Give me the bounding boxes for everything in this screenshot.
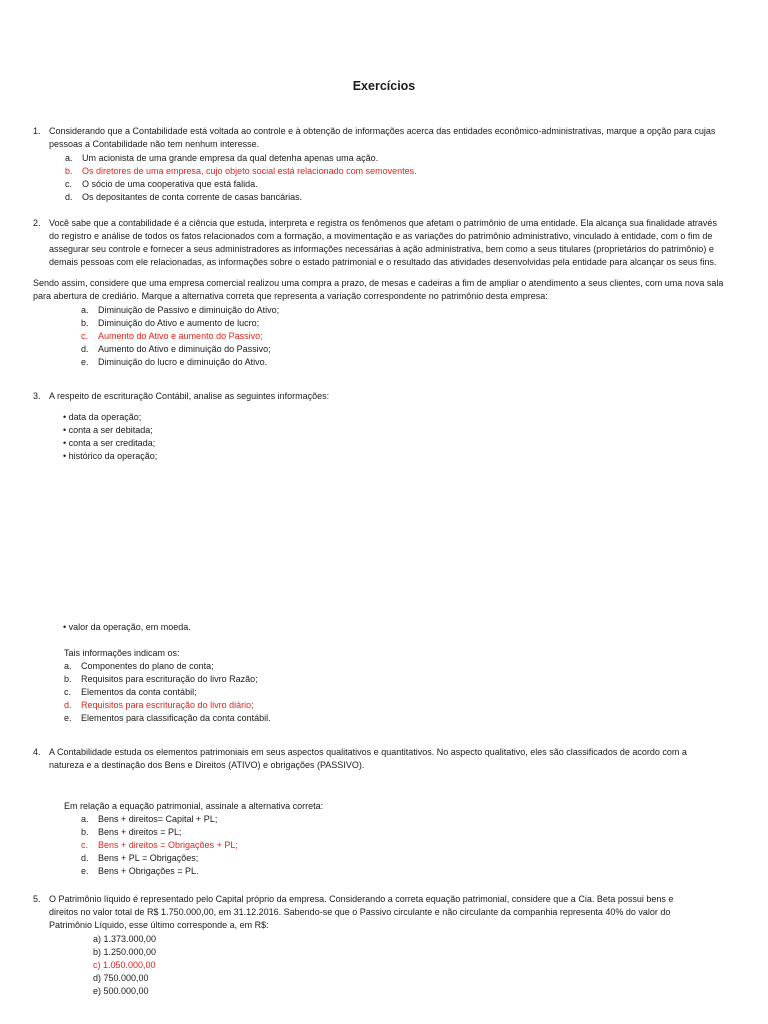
question-number: 5. <box>33 894 41 904</box>
option-e: e) 500.000,00 <box>93 986 149 996</box>
option-b: b) 1.250.000,00 <box>93 947 157 957</box>
question-2-context <box>33 277 723 303</box>
question-3-options <box>64 660 271 725</box>
question-text: A respeito de escrituração Contábil, analise as seguintes informações: <box>49 391 330 401</box>
option-c-correct: c) 1.050.000,00 <box>93 960 156 970</box>
question-text: Você sabe que a contabilidade é a ciência que estuda, interpreta e registra os fenômenos que afetam o patrimônio de uma entidade. Ela alcança sua finalidade através <box>49 218 717 228</box>
question-text: A Contabilidade estuda os elementos patrimoniais em seus aspectos qualitativos e quantitativos. No aspecto qualitativo, eles são classificados de acordo com a <box>49 747 687 757</box>
question-2 <box>33 217 717 269</box>
question-4-context <box>64 800 323 813</box>
context-text: Em relação a equação patrimonial, assinale a alternativa correta: <box>64 801 324 811</box>
question-number: 1. <box>33 126 41 136</box>
question-text: assegurar seu controle e fornecer a seus administradores as informações necessárias à ação administrativa, bem como a seus titulares (proprietários do patrimônio) e <box>49 244 714 254</box>
question-text: do registro e análise de todos os fatos relacionados com a formação, a movimentação e as variações do patrimônio administrativo, vinculado à entidade, com o fim de <box>49 231 713 241</box>
option-e: e. Bens + Obrigações = PL. <box>81 866 199 876</box>
question-text: Considerando que a Contabilidade está voltada ao controle e à obtenção de informações acerca das entidades econômico-administrativas, marque a opção para cujas <box>49 126 716 136</box>
bullet-item: • conta a ser debitada; <box>63 425 153 435</box>
question-3-bullets <box>63 411 157 463</box>
option-d: d. Os depositantes de conta corrente de casas bancárias. <box>65 192 303 202</box>
question-text: Patrimônio Líquido, esse último corresponde a, em R$: <box>49 920 269 930</box>
option-c: c. Elementos da conta contábil; <box>64 687 197 697</box>
option-c-correct: c. Bens + direitos = Obrigações + PL; <box>81 840 238 850</box>
question-text: direitos no valor total de R$ 1.750.000,00, em 31.12.2016. Sabendo-se que o Passivo circulante e não circulante da companhia representa 40% do valor do <box>49 907 671 917</box>
question-4 <box>33 746 687 772</box>
question-text: demais pessoas com ele relacionadas, as informações sobre o estado patrimonial e o resultado das atividades desenvolvidas pela entidade para alcançar os seus fins. <box>49 257 717 267</box>
question-2-options <box>81 304 279 369</box>
option-b: b. Requisitos para escrituração do livro Razão; <box>64 674 258 684</box>
bullet-item: • conta a ser creditada; <box>63 438 156 448</box>
question-text: O Patrimônio líquido é representado pelo Capital próprio da empresa. Considerando a correta equação patrimonial, considere que a Cia. Beta possui bens e <box>49 894 674 904</box>
question-number: 4. <box>33 747 41 757</box>
option-a: a) 1.373.000,00 <box>93 934 157 944</box>
context-text: Sendo assim, considere que uma empresa comercial realizou uma compra a prazo, de mesas e cadeiras a fim de ampliar o atendimento a seus clientes, com uma nova sala <box>33 278 724 288</box>
option-b: b. Diminuição do Ativo e aumento de lucro; <box>81 318 260 328</box>
question-number: 2. <box>33 218 41 228</box>
question-5-options <box>93 933 156 998</box>
option-d-correct: d. Requisitos para escrituração do livro diário; <box>64 700 254 710</box>
option-e: e. Diminuição do lucro e diminuição do Ativo. <box>81 357 268 367</box>
question-number: 3. <box>33 391 41 401</box>
option-a: a. Bens + direitos= Capital + PL; <box>81 814 218 824</box>
option-d: d. Aumento do Ativo e diminuição do Passivo; <box>81 344 271 354</box>
question-text: natureza e a destinação dos Bens e Direitos (ATIVO) e obrigações (PASSIVO). <box>49 760 365 770</box>
bullet-item: • data da operação; <box>63 412 142 422</box>
option-d: d. Bens + PL = Obrigações; <box>81 853 199 863</box>
option-c: c. O sócio de uma cooperativa que está falida. <box>65 179 258 189</box>
bullet-item: • valor da operação, em moeda. <box>63 622 191 632</box>
question-5 <box>33 893 673 932</box>
option-b-correct: b. Os diretores de uma empresa, cujo objeto social está relacionado com semoventes. <box>65 166 417 176</box>
option-c-correct: c. Aumento do Ativo e aumento do Passivo; <box>81 331 263 341</box>
question-1-options <box>65 152 417 204</box>
context-text: para abertura de crediário. Marque a alternativa correta que representa a variação correspondente no patrimônio desta empresa: <box>33 291 548 301</box>
question-4-options <box>81 813 238 878</box>
option-e: e. Elementos para classificação da conta contábil. <box>64 713 271 723</box>
bullet-item: • histórico da operação; <box>63 451 158 461</box>
question-3-indicate <box>64 647 180 660</box>
option-b: b. Bens + direitos = PL; <box>81 827 182 837</box>
question-text: pessoas a Contabilidade não tem nenhum interesse. <box>49 139 260 149</box>
context-text: Tais informações indicam os: <box>64 648 180 658</box>
page-title: Exercícios <box>352 79 416 93</box>
option-a: a. Um acionista de uma grande empresa da qual detenha apenas uma ação. <box>65 153 379 163</box>
question-1 <box>33 125 715 151</box>
option-a: a. Componentes do plano de conta; <box>64 661 214 671</box>
option-d: d) 750.000,00 <box>93 973 149 983</box>
question-3-bullet-last <box>63 621 191 634</box>
question-3 <box>33 390 329 403</box>
option-a: a. Diminuição de Passivo e diminuição do Ativo; <box>81 305 280 315</box>
